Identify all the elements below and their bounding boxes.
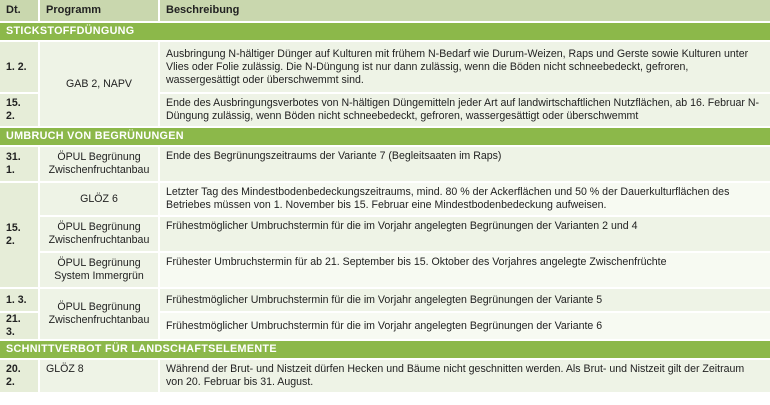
date-cell: 15. 2. (0, 94, 40, 128)
date-cell: 1. 2. (0, 42, 40, 94)
description-cell: Ende des Ausbringungsverbotes von N-hältigen Düngemitteln jeder Art auf landwirtschaftlichen Nutzflächen, ab 16. Februar N-Düngung zulässig, wenn Böden nicht schneebedeckt, gefroren, wassergesättigt oder überschwemmt (160, 94, 770, 128)
date-cell: 21. 3. (0, 313, 40, 341)
description-cell: Frühestmöglicher Umbruchstermin für die im Vorjahr angelegten Begrünungen der Varianten 2 und 4 (160, 217, 770, 253)
section-title-stickstoff: STICKSTOFFDÜNGUNG (0, 23, 770, 42)
description-cell: Letzter Tag des Mindestbodenbedeckungszeitraums, mind. 80 % der Ackerflächen und 50 % der Dauerkulturflächen des Betriebes müssen von 1. November bis 15. Februar eine Mindestbodenbedeckung aufweisen. (160, 183, 770, 217)
description-cell: Ende des Begrünungszeitraums der Variante 7 (Begleitsaaten im Raps) (160, 147, 770, 183)
program-cell: ÖPUL Begrünung Zwischenfruchtanbau (40, 147, 160, 183)
program-cell: GAB 2, NAPV (40, 42, 160, 128)
section-title-schnittverbot: SCHNITTVERBOT FÜR LANDSCHAFTSELEMENTE (0, 341, 770, 360)
description-cell: Frühestmöglicher Umbruchstermin für die im Vorjahr angelegten Begrünungen der Variante 6 (160, 313, 770, 341)
header-row (0, 0, 770, 23)
table-row (0, 183, 770, 217)
section-title-umbruch: UMBRUCH VON BEGRÜNUNGEN (0, 128, 770, 147)
table-row (0, 360, 770, 394)
program-cell: ÖPUL Begrünung System Immergrün (40, 253, 160, 289)
table-row (0, 42, 770, 94)
header-programm: Programm (40, 0, 160, 23)
table-row (0, 217, 770, 253)
description-cell: Ausbringung N-hältiger Dünger auf Kulturen mit frühem N-Bedarf wie Durum-Weizen, Raps und Gerste sowie Kulturen unter Vlies oder Folie zulässig. Die N-Düngung ist nur dann zulässig, wenn die Böden nicht schneebedeckt, gefroren, wassergesättigt oder überschwemmt sind. (160, 42, 770, 94)
program-cell: ÖPUL Begrünung Zwischenfruchtanbau (40, 217, 160, 253)
program-cell: ÖPUL Begrünung Zwischenfruchtanbau (40, 289, 160, 341)
header-beschreibung: Beschreibung (160, 0, 770, 23)
date-cell: 15. 2. (0, 183, 40, 289)
description-cell: Während der Brut- und Nistzeit dürfen Hecken und Bäume nicht geschnitten werden. Als Brut- und Nistzeit gilt der Zeitraum von 20. Februar bis 31. August. (160, 360, 770, 394)
table-row (0, 289, 770, 313)
description-cell: Frühestmöglicher Umbruchstermin für die im Vorjahr angelegten Begrünungen der Variante 5 (160, 289, 770, 313)
section-row (0, 128, 770, 147)
date-cell: 1. 3. (0, 289, 40, 313)
section-row (0, 341, 770, 360)
program-cell: GLÖZ 8 (40, 360, 160, 394)
header-dt: Dt. (0, 0, 40, 23)
table-row (0, 253, 770, 289)
description-cell: Frühester Umbruchstermin für ab 21. September bis 15. Oktober des Vorjahres angelegte Zwischenfrüchte (160, 253, 770, 289)
date-cell: 20. 2. (0, 360, 40, 394)
table-row (0, 147, 770, 183)
program-cell: GLÖZ 6 (40, 183, 160, 217)
date-cell: 31. 1. (0, 147, 40, 183)
section-row (0, 23, 770, 42)
